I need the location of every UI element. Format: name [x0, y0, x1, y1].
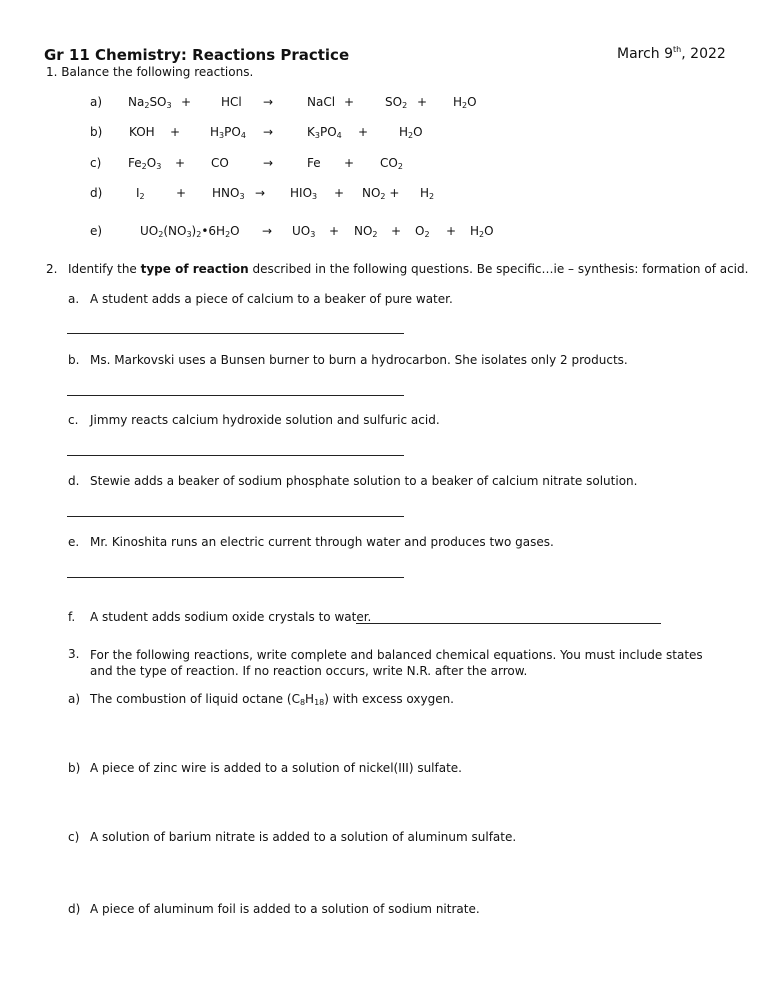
plus-sign: + [170, 125, 181, 139]
worksheet-date [617, 46, 726, 62]
formula-co2: $CO_2$ [380, 156, 403, 171]
q3-text-d: A piece of aluminum foil is added to a solution of sodium nitrate. [90, 902, 480, 916]
formula-co: CO [211, 156, 229, 170]
q3-text-b: A piece of zinc wire is added to a solution of nickel(III) sulfate. [90, 761, 462, 775]
answer-line-a[interactable] [67, 333, 404, 334]
plus-sign: + [176, 186, 187, 200]
q3-letter-a: a) [68, 692, 81, 706]
date-text: March 9 [617, 46, 674, 62]
q3-text-a [90, 692, 454, 706]
q2-intro-bold: type of reaction [140, 262, 249, 276]
answer-line-c[interactable] [67, 455, 404, 456]
formula-hio3: $HIO_3$ [290, 186, 318, 201]
plus-sign: + [175, 156, 186, 170]
formula-o2: $O_2$ [415, 224, 430, 239]
formula-na2so3: $Na_2SO_3$ [128, 95, 172, 110]
q2-text-f: A student adds sodium oxide crystals to water. [90, 610, 372, 624]
formula-hno3: $HNO_3$ [212, 186, 245, 201]
plus-sign: + [344, 156, 355, 170]
plus-sign: + [391, 224, 402, 238]
formula-c8h18: $C_8H_{18}$ [291, 692, 325, 707]
q1-label-b: b) [90, 125, 103, 139]
q3-text-c: A solution of barium nitrate is added to a solution of aluminum sulfate. [90, 830, 517, 844]
q2-text-e: Mr. Kinoshita runs an electric current through water and produces two gases. [90, 535, 554, 549]
arrow-icon: → [263, 95, 274, 109]
q2-text-a: A student adds a piece of calcium to a beaker of pure water. [90, 292, 453, 306]
q2-number: 2. [46, 262, 58, 276]
q3-text-a-post: ) with excess oxygen. [324, 692, 454, 706]
q2-letter-c: c. [68, 413, 79, 427]
q1-label-d: d) [90, 186, 103, 200]
formula-so2: $SO_2$ [385, 95, 408, 110]
worksheet-title: Gr 11 Chemistry: Reactions Practice [44, 46, 350, 64]
q3-number: 3. [68, 647, 80, 661]
formula-h2o: $H_2O$ [470, 224, 494, 239]
formula-uo3: $UO_3$ [292, 224, 316, 239]
plus-sign: + [334, 186, 345, 200]
q2-letter-a: a. [68, 292, 80, 306]
formula-hcl: HCl [221, 95, 242, 109]
q3-letter-c: c) [68, 830, 80, 844]
formula-koh: KOH [129, 125, 155, 139]
answer-line-b[interactable] [67, 395, 404, 396]
formula-h3po4: $H_3PO_4$ [210, 125, 246, 140]
formula-h2: $H_2$ [420, 186, 435, 201]
date-year: , 2022 [681, 46, 726, 62]
q1-label-e: e) [90, 224, 103, 238]
q2-intro-post: described in the following questions. Be specific…ie – synthesis: formation of acid. [248, 262, 749, 276]
q3-intro: For the following reactions, write complete and balanced chemical equations. You must include states and the type of reaction. If no reaction occurs, write N.R. after the arrow. [90, 648, 703, 678]
q2-letter-b: b. [68, 353, 80, 367]
arrow-icon: → [263, 125, 274, 139]
q2-text-c: Jimmy reacts calcium hydroxide solution and sulfuric acid. [90, 413, 440, 427]
plus-sign: + [417, 95, 428, 109]
arrow-icon: → [262, 224, 273, 238]
formula-k3po4: $K_3PO_4$ [307, 125, 342, 140]
q3-text-a-pre: The combustion of liquid octane ( [90, 692, 292, 706]
formula-h2o: $H_2O$ [399, 125, 423, 140]
plus-sign: + [181, 95, 192, 109]
plus-sign: + [329, 224, 340, 238]
plus-sign: + [344, 95, 355, 109]
formula-h2o: $H_2O$ [453, 95, 477, 110]
plus-sign: + [358, 125, 369, 139]
q2-intro [68, 262, 748, 276]
q1-label-c: c) [90, 156, 102, 170]
formula-fe2o3: $Fe_2O_3$ [128, 156, 162, 171]
q1-label-a: a) [90, 95, 103, 109]
q2-letter-f: f. [68, 610, 76, 624]
q2-text-d: Stewie adds a beaker of sodium phosphate solution to a beaker of calcium nitrate solution. [90, 474, 638, 488]
q3-letter-b: b) [68, 761, 81, 775]
formula-uranyl-nitrate-hexahydrate: $UO_2(NO_3)_2•6H_2O$ [140, 224, 240, 239]
answer-line-d[interactable] [67, 516, 404, 517]
answer-line-e[interactable] [67, 577, 404, 578]
q2-letter-d: d. [68, 474, 80, 488]
q2-letter-e: e. [68, 535, 80, 549]
plus-sign: + [446, 224, 457, 238]
q1-instruction: 1. Balance the following reactions. [46, 65, 254, 79]
arrow-icon: → [263, 156, 274, 170]
formula-i2: $I_2$ [136, 186, 145, 201]
formula-fe: Fe [307, 156, 321, 170]
formula-no2: $NO_2$ + [362, 186, 400, 201]
formula-nacl: NaCl [307, 95, 336, 109]
arrow-icon: → [255, 186, 266, 200]
answer-line-f[interactable] [356, 623, 661, 624]
q2-intro-pre: Identify the [68, 262, 141, 276]
formula-no2: $NO_2$ [354, 224, 378, 239]
q2-text-b: Ms. Markovski uses a Bunsen burner to burn a hydrocarbon. She isolates only 2 products. [90, 353, 628, 367]
date-ordinal: th [673, 45, 682, 54]
q3-letter-d: d) [68, 902, 81, 916]
